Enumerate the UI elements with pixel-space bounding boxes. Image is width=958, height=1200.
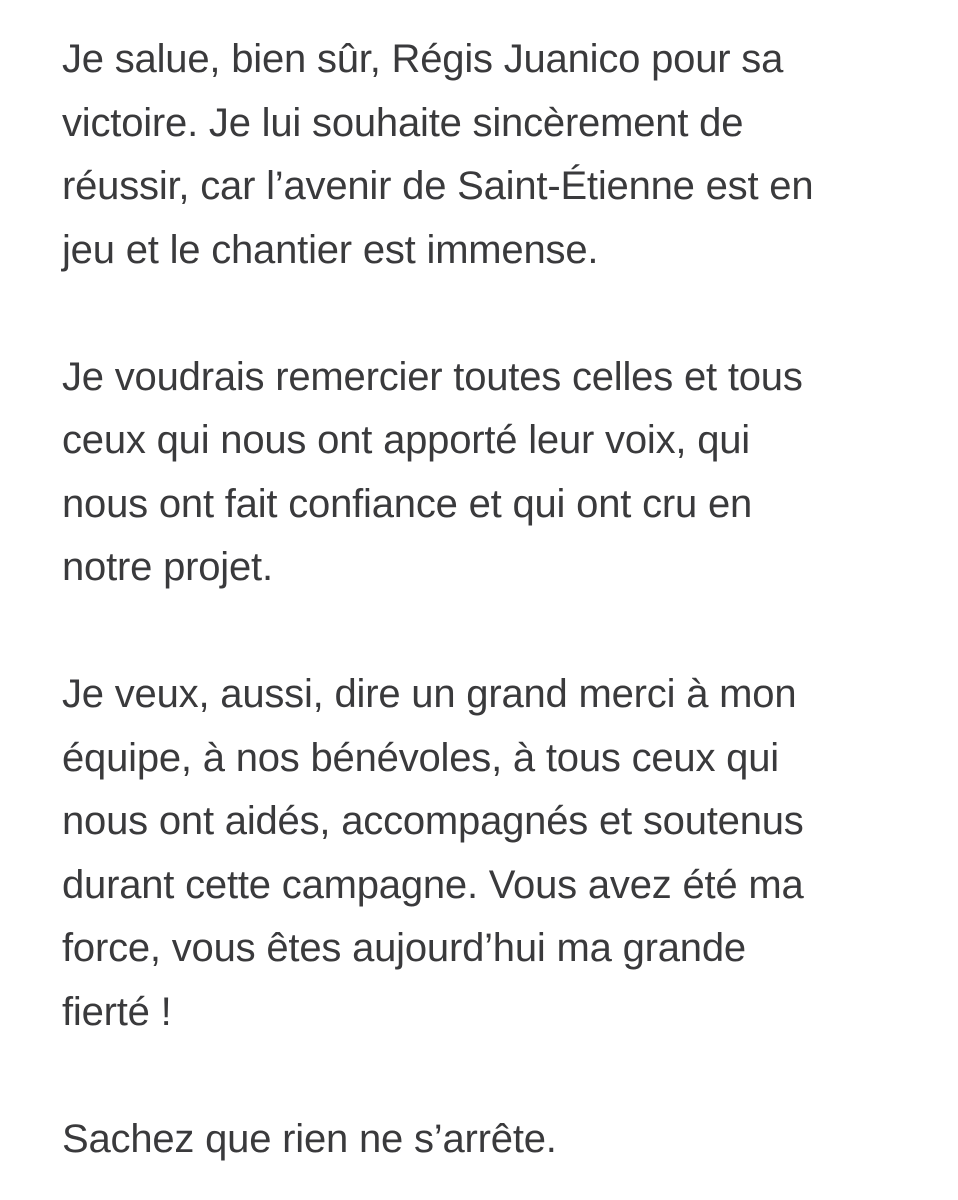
paragraph-thanks-voters [62,346,918,600]
paragraph-line: Je salue, bien sûr, Régis Juanico pour sa [62,37,784,81]
paragraph-congratulations [62,28,918,282]
paragraph-thanks-team [62,663,918,1044]
paragraph-line: fierté ! [62,989,172,1034]
paragraph-line: victoire. Je lui souhaite sincèrement de [62,100,744,145]
paragraph-closing [62,1108,918,1172]
paragraph-line: réussir, car l’avenir de Saint-Étienne est en [62,164,814,208]
paragraph-line: équipe, à nos bénévoles, à tous ceux qui [62,735,779,780]
paragraph-line: jeu et le chantier est immense. [62,227,599,272]
paragraph-line: force, vous êtes aujourd’hui ma grande [62,926,746,970]
paragraph-line: nous ont aidés, accompagnés et soutenus [62,799,804,843]
paragraph-line: ceux qui nous ont apporté leur voix, qui [62,418,750,462]
paragraph-line: durant cette campagne. Vous avez été ma [62,862,804,907]
paragraph-line: Sachez que rien ne s’arrête. [62,1116,557,1161]
paragraph-line: Je voudrais remercier toutes celles et tous [62,354,803,399]
paragraph-line: Je veux, aussi, dire un grand merci à mon [62,672,797,716]
paragraph-line: notre projet. [62,545,273,589]
paragraph-line: nous ont fait confiance et qui ont cru en [62,481,753,526]
